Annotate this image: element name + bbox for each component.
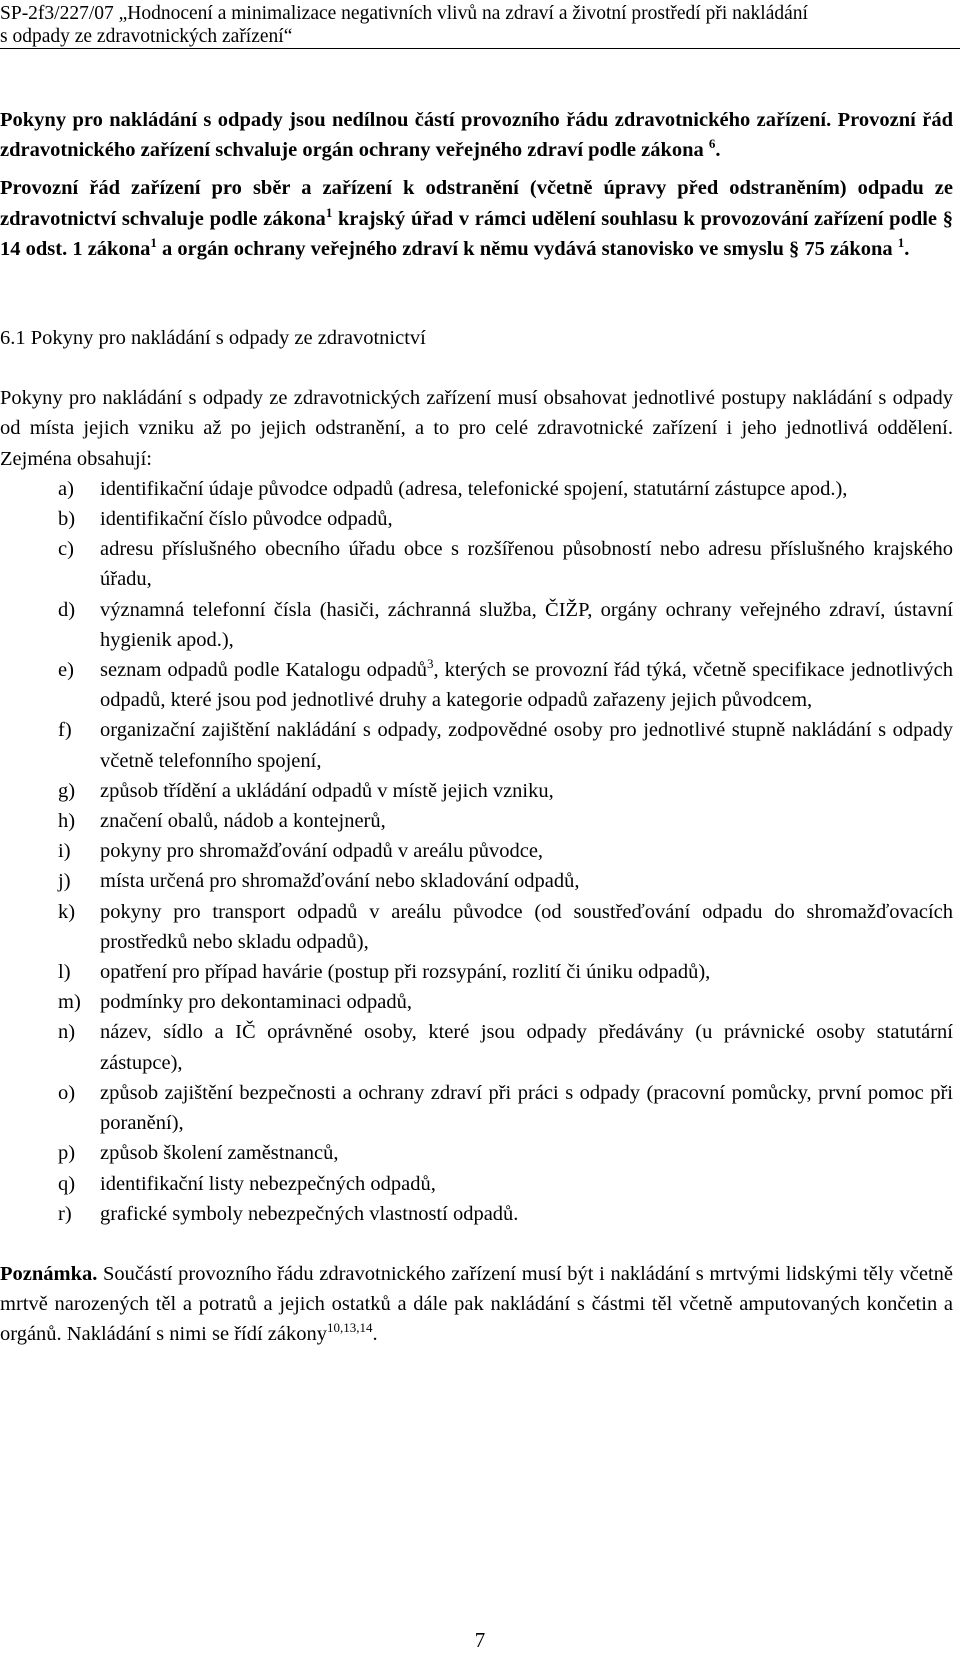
footnote-ref: 3 [426,656,434,672]
header-line-1: SP-2f3/227/07 „Hodnocení a minimalizace negativních vlivů na zdraví a životní prostředí při nakládání [0,3,808,24]
section-sign: § [942,207,954,230]
list-marker: r) [58,1202,72,1225]
footnote-ref: 1 [897,234,905,250]
page-number: 7 [474,1628,486,1652]
list-item: p) způsob školení zaměstnanců, [0,1138,953,1168]
list-item: i) pokyny pro shromažďování odpadů v areálu původce, [0,836,953,866]
list-marker: p) [58,1142,76,1165]
list-item: h) značení obalů, nádob a kontejnerů, [0,806,953,836]
page-content [0,105,953,1350]
list-item: a) identifikační údaje původce odpadů (adresa, telefonické spojení, statutární zástupce apod.), [0,474,953,504]
section-intro: Pokyny pro nakládání s odpady ze zdravotnických zařízení musí obsahovat jednotlivé postupy nakládání s odpady od místa jejich vzniku až po jejich odstranění, a to pro celé zdravotnické zařízení i jeho jednotlivá oddělení. Zejména obsahují: [0,387,953,470]
requirements-list [0,474,953,1229]
list-marker: a) [58,477,74,500]
footnote-ref: 6 [708,136,716,152]
list-marker: h) [58,810,76,833]
list-marker: n) [58,1021,76,1044]
note-label: Poznámka. [0,1262,98,1285]
list-marker: d) [58,598,76,621]
list-item: g) způsob třídění a ukládání odpadů v místě jejich vzniku, [0,776,953,806]
list-item: b) identifikační číslo původce odpadů, [0,504,953,534]
list-marker: b) [58,508,76,531]
intro-paragraph-2: Provozní řád zařízení pro sběr a zařízení k odstranění (včetně úpravy před odstraněním) odpadu ze zdravotnictví schvaluje podle zákona$^1$ krajský úřad v rámci udělení souhlasu k provozování zařízení podle § 14 odst. 1 zákona$^1$ a orgán ochrany veřejného zdraví k němu vydává stanovisko ve smyslu § 75 zákona $^1$. [0,177,954,260]
section-heading: 6.1 Pokyny pro nakládání s odpady ze zdravotnictví [0,327,426,350]
list-marker: c) [58,538,74,561]
header-rule [0,48,960,49]
list-item: r) grafické symboly nebezpečných vlastností odpadů. [0,1199,953,1229]
footnote-ref: 1 [325,204,333,220]
list-item: e) seznam odpadů podle Katalogu odpadů$^3$, kterých se provozní řád týká, včetně specifikace jednotlivých odpadů, které jsou pod jednotlivé druhy a kategorie odpadů zařazeny jejich původcem, [58,656,953,712]
list-item: k) pokyny pro transport odpadů v areálu původce (od soustřeďování odpadu do shromažďovacích prostředků nebo skladu odpadů), [0,897,953,957]
list-marker: o) [58,1081,76,1104]
list-marker: q) [58,1172,76,1195]
list-item: m) podmínky pro dekontaminaci odpadů, [0,987,953,1017]
list-marker: g) [58,779,76,802]
section-sign: § [788,237,800,260]
note-paragraph: Poznámka. Součástí provozního řádu zdravotnického zařízení musí být i nakládání s mrtvými lidskými těly včetně mrtvě narozených těl a potratů a jejich ostatků a dále pak nakládání s částmi těl včetně amputovaných končetin a orgánů. Nakládání s nimi se řídí zákony$^{10,13,14}$. [0,1262,953,1346]
footnote-ref: 1 [150,234,157,250]
list-item: j) místa určená pro shromažďování nebo skladování odpadů, [0,866,953,896]
list-marker: i) [58,840,71,863]
list-item: c) adresu příslušného obecního úřadu obce s rozšířenou působností nebo adresu příslušného krajského úřadu, [0,534,953,594]
list-item: n) název, sídlo a IČ oprávněné osoby, které jsou odpady předávány (u právnické osoby statutární zástupce), [0,1017,953,1077]
list-item: d) významná telefonní čísla (hasiči, záchranná služba, ČIŽP, orgány ochrany veřejného zdraví, ústavní hygienik apod.), [0,595,953,655]
list-item: f) organizační zajištění nakládání s odpady, zodpovědné osoby pro jednotlivé stupně nakládání s odpady včetně telefonního spojení, [0,715,953,775]
list-marker: f) [58,719,72,742]
running-header [0,2,960,48]
list-marker: e) [58,659,74,682]
list-item: o) způsob zajištění bezpečnosti a ochrany zdraví při práci s odpady (pracovní pomůcky, první pomoc při poranění), [0,1078,953,1138]
list-marker: j) [58,870,71,893]
header-line-2: s odpady ze zdravotnických zařízení“ [0,26,293,47]
footnote-ref: 10,13,14 [326,1320,373,1336]
list-marker: m) [58,991,81,1014]
list-item: l) opatření pro případ havárie (postup při rozsypání, rozlití či úniku odpadů), [0,957,953,987]
list-marker: k) [58,900,76,923]
list-item: q) identifikační listy nebezpečných odpadů, [0,1169,953,1199]
list-marker: l) [58,961,71,984]
intro-paragraph-1: Pokyny pro nakládání s odpady jsou nedílnou částí provozního řádu zdravotnického zařízení. Provozní řád zdravotnického zařízení schvaluje orgán ochrany veřejného zdraví podle zákona $^6$. [0,109,953,162]
